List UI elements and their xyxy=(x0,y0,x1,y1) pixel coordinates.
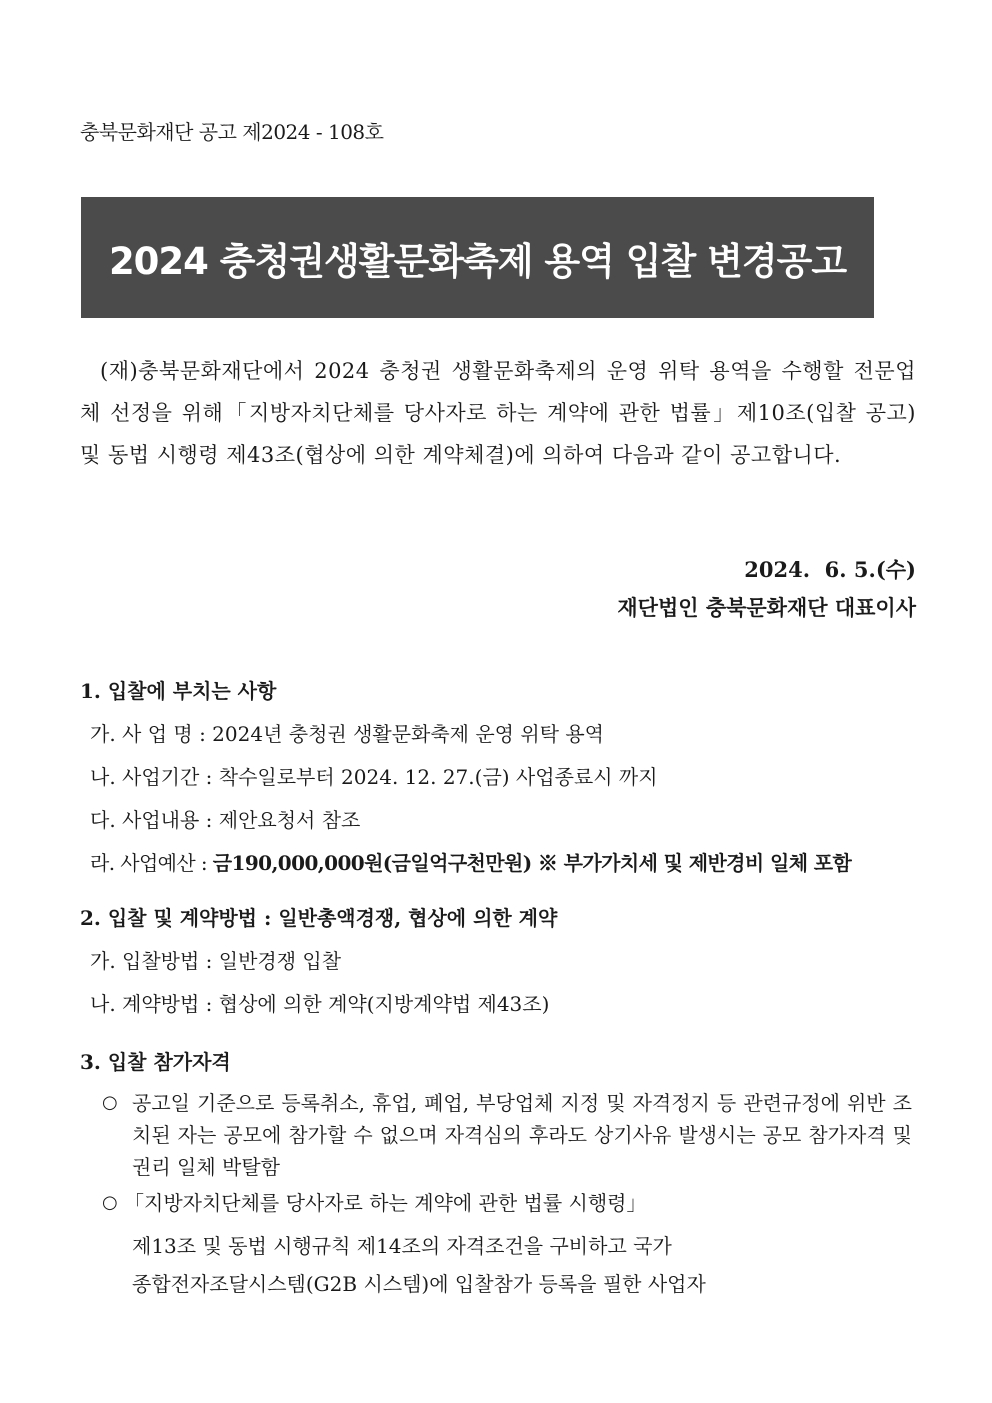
item-label: 라. 사업예산 : xyxy=(90,851,213,875)
item-label: 나. 계약방법 : xyxy=(90,992,219,1016)
bullet-1-text: 공고일 기준으로 등록취소, 휴업, 폐업, 부당업체 지정 및 자격정지 등 관련규정에 위반 조치된 자는 공모에 참가할 수 없으며 자격심의 후라도 상기사유 발생시는 공모 참가자격 및 권리 일체 박탈함 xyxy=(132,1091,912,1179)
section-1-title: 1. 입찰에 부치는 사항 xyxy=(80,679,277,703)
eligibility-bullet-1 xyxy=(80,1087,912,1183)
eligibility-bullet-2 xyxy=(80,1187,912,1219)
section-2 xyxy=(80,902,920,1017)
section-2-item-1 xyxy=(80,945,920,974)
item-value: 제안요청서 참조 xyxy=(218,808,361,832)
budget-value: 금190,000,000원(금일억구천만원) ※ 부가가치세 및 제반경비 일체 포함 xyxy=(212,851,852,875)
intro-text: (재)충북문화재단에서 2024 충청권 생활문화축제의 운영 위탁 용역을 수행할 전문업체 선정을 위해「지방자치단체를 당사자로 하는 계약에 관한 법률」제10조(입찰 공고) 및 동법 시행령 제43조(협상에 의한 계약체결)에 의하여 다음과 같이 공고합니다. xyxy=(80,359,916,467)
item-label: 가. 입찰방법 : xyxy=(90,949,219,973)
item-label: 나. 사업기간 : xyxy=(90,765,219,789)
section-1-item-3 xyxy=(80,804,920,833)
section-1 xyxy=(80,675,920,876)
bullet-2-line-3: 종합전자조달시스템(G2B 시스템)에 입찰참가 등록을 필한 사업자 xyxy=(132,1272,706,1296)
bullet-2-continuation xyxy=(80,1227,920,1303)
intro-paragraph xyxy=(80,350,916,476)
section-3 xyxy=(80,1046,920,1303)
item-value: 착수일로부터 2024. 12. 27.(금) 사업종료시 까지 xyxy=(218,765,658,789)
circle-bullet-icon: ○ xyxy=(102,1192,118,1213)
page-title: 2024 충청권생활문화축제 용역 입찰 변경공고 xyxy=(108,239,847,283)
section-2-item-2 xyxy=(80,988,920,1017)
item-value: 일반경쟁 입찰 xyxy=(218,949,342,973)
bullet-2-line-1: 「지방자치단체를 당사자로 하는 계약에 관한 법률 시행령」 xyxy=(124,1191,647,1215)
item-label: 가. 사 업 명 : xyxy=(90,722,213,746)
section-1-item-2 xyxy=(80,761,920,790)
bullet-2-line-2: 제13조 및 동법 시행규칙 제14조의 자격조건을 구비하고 국가 xyxy=(132,1234,672,1258)
section-3-title: 3. 입찰 참가자격 xyxy=(80,1050,231,1074)
item-label: 다. 사업내용 : xyxy=(90,808,219,832)
notice-number: 충북문화재단 공고 제2024 - 108호 xyxy=(80,120,384,144)
item-value: 2024년 충청권 생활문화축제 운영 위탁 용역 xyxy=(212,722,604,746)
item-value: 협상에 의한 계약(지방계약법 제43조) xyxy=(218,992,550,1016)
section-1-item-4 xyxy=(80,847,920,876)
circle-bullet-icon: ○ xyxy=(102,1092,118,1113)
title-banner xyxy=(81,197,874,318)
issuing-organization: 재단법인 충북문화재단 대표이사 xyxy=(617,595,916,620)
section-2-title: 2. 입찰 및 계약방법 : 일반총액경쟁, 협상에 의한 계약 xyxy=(80,906,558,930)
section-1-item-1 xyxy=(80,718,920,747)
announcement-date: 2024. 6. 5.(수) xyxy=(744,557,916,582)
